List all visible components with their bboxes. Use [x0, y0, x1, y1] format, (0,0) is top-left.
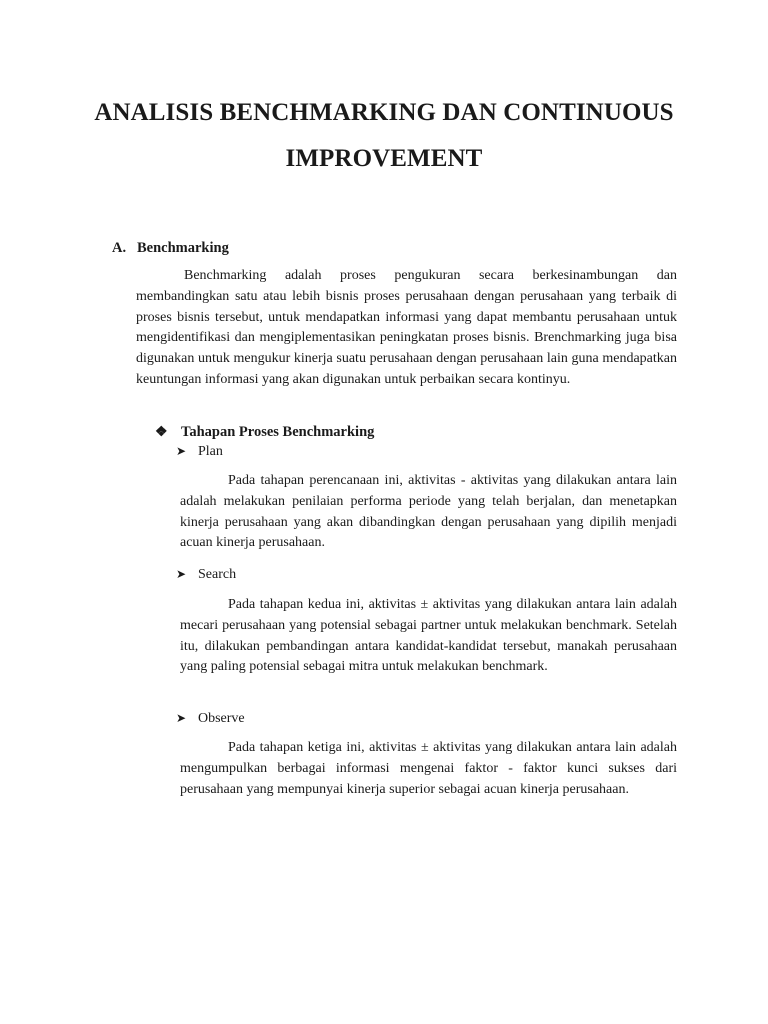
- step-body-observe: [180, 738, 677, 800]
- step-label-observe: [176, 708, 245, 729]
- title-line-1: ANALISIS BENCHMARKING DAN CONTINUOUS: [94, 99, 674, 126]
- tahapan-heading-text: Tahapan Proses Benchmarking: [181, 424, 375, 440]
- diamond-bullet-icon: ❖: [155, 425, 168, 440]
- step-label-plan: [176, 441, 223, 462]
- step-text: Pada tahapan perencanaan ini, aktivitas - aktivitas yang dilakukan antara lain adalah melakukan penilaian performa periode yang telah berjalan, dan menetapkan kinerja perusahaan yang akan dibandingkan dengan perusahaan yang dipilih menjadi acuan kinerja perusahaan.: [180, 473, 677, 551]
- intro-text: Benchmarking adalah proses pengukuran secara berkesinambungan dan membandingkan satu atau lebih bisnis proses perusahaan dengan perusahaan yang terbaik di proses bisnis tersebut, untuk mendapatkan informasi yang dapat membantu perusahaan untuk mengidentifikasi dan mengiplementasikan peningkatan proses bisnis. Brenchmarking juga bisa digunakan untuk mengukur kinerja suatu perusahaan dengan perusahaan lain guna mendapatkan keuntungan informasi yang akan digunakan untuk perbaikan secara kontinyu.: [136, 268, 677, 387]
- title-line-2: IMPROVEMENT: [285, 145, 483, 172]
- step-body-plan: [180, 471, 677, 554]
- step-label-text: Plan: [198, 444, 223, 459]
- document-title: [40, 90, 728, 182]
- arrow-bullet-icon: ➤: [176, 711, 187, 725]
- step-text: Pada tahapan kedua ini, aktivitas ± aktivitas yang dilakukan antara lain adalah mecari perusahaan yang potensial sebagai partner untuk melakukan benchmark. Setelah itu, dilakukan pembandingan antara kandidat-kandidat tersebut, manakah perusahaan yang paling potensial sebagai mitra untuk melakukan benchmark.: [180, 597, 677, 675]
- section-letter: A.: [112, 240, 127, 256]
- intro-paragraph: [136, 266, 677, 391]
- arrow-bullet-icon: ➤: [176, 444, 187, 458]
- step-body-search: [180, 595, 677, 678]
- step-text: Pada tahapan ketiga ini, aktivitas ± aktivitas yang dilakukan antara lain adalah mengumpulkan berbagai informasi mengenai faktor - faktor kunci sukses dari perusahaan yang mempunyai kinerja superior sebagai acuan kinerja perusahaan.: [180, 740, 677, 797]
- step-paragraph: [180, 595, 677, 678]
- step-paragraph: [180, 471, 677, 554]
- section-a-heading: [112, 238, 229, 258]
- step-label-text: Observe: [198, 711, 245, 726]
- arrow-bullet-icon: ➤: [176, 567, 187, 581]
- step-label-search: [176, 564, 236, 585]
- step-label-text: Search: [198, 567, 237, 582]
- tahapan-heading: [155, 422, 374, 443]
- benchmarking-intro: [136, 266, 677, 391]
- section-heading-text: Benchmarking: [137, 240, 229, 256]
- step-paragraph: [180, 738, 677, 800]
